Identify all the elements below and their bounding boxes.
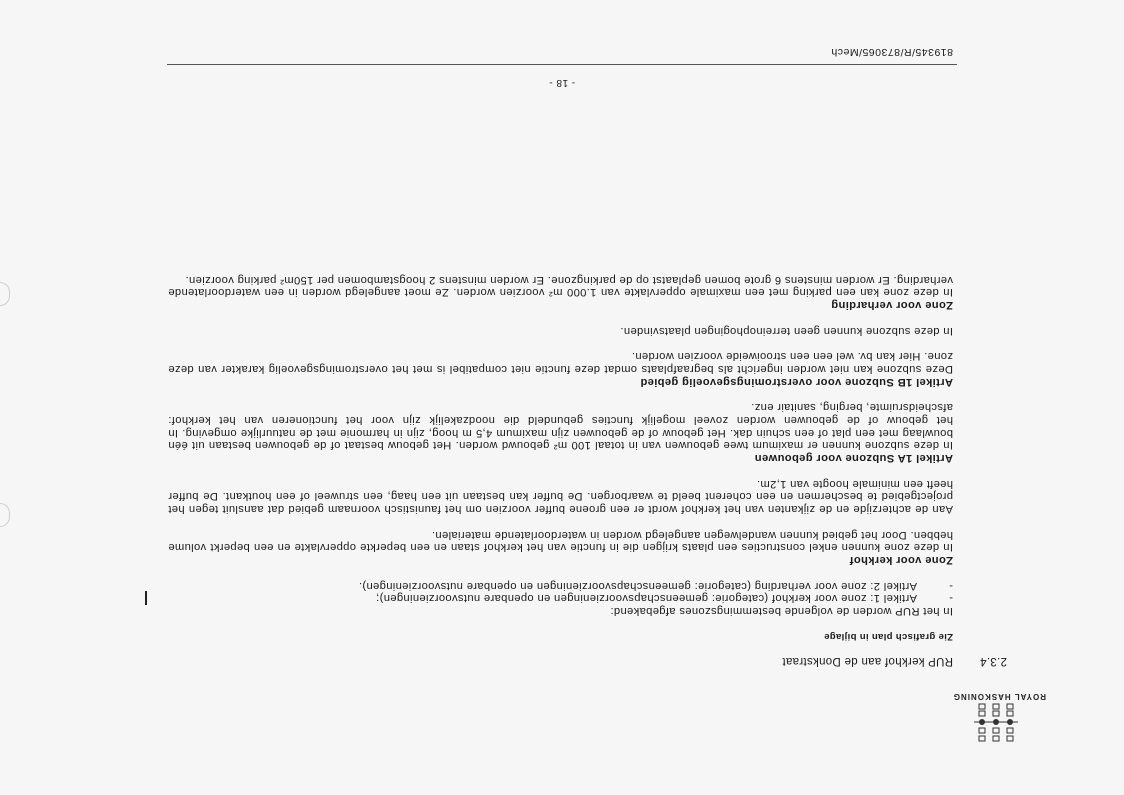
heading-artikel-1b: Artikel 1B Subzone voor overstromingsgevoelig gebied [640,375,953,388]
kerkhof-paragraph-1: In deze zone kunnen enkel constructies een plaats krijgen die in functie van het kerkhof staan en een beperkte oppervlakte en een beperkt volume hebben. Door het gebied kunnen wandelwegen aangelegd worden in waterdoorlatende materialen. [168,528,953,554]
company-name: ROYAL HASKONING [952,692,1046,701]
heading-zone-verharding: Zone voor verharding [831,299,953,312]
verharding-paragraph: In deze zone kan een parking met een maximale oppervlakte van 1.000 m² voorzien worden. Ze moet aangelegd worden in een waterdoorlatende verharding. Er worden minstens 6 grote bomen geplaatst op de parkingzone. Er worden minstens 2 hoogstambomen per 150m² parking voorzien. [168,273,953,299]
section-number: 2.3.4 [979,655,1007,667]
section-heading [227,655,1007,667]
document-body [168,260,953,642]
list-item [168,579,953,592]
revision-bar [146,591,148,605]
heading-artikel-1a: Artikel 1A Subzone voor gebouwen [754,452,953,465]
artikel-1a-paragraph: In deze subzone kunnen er maximum twee gebouwen van in totaal 100 m² gebouwd worden. Het gebouw bestaat of de gebouwen bestaan uit één bouwlaag met een plat of een schuin dak. Het gebouw of de gebouwen zijn maximum 4,5 m hoog, zijn in harmonie met de natuurlijke omgeving. In het gebouw of de gebouwen worden zoveel mogelijk functies gebundeld die noodzakelijk zijn voor het functioneren van het kerkhof: afscheidsruimte, berging, sanitair enz. [168,401,953,452]
list-item-text: Artikel 1: zone voor kerkhof (categorie: gemeenschapsvoorzieningen en openbare nutsvoorzieningen); [375,592,917,605]
footer-divider [167,64,957,65]
royal-haskoning-logo-icon [974,703,1018,743]
section-title: RUP kerkhof aan de Donkstraat [782,655,953,667]
zones-list [168,579,953,605]
plan-note: Zie grafisch plan in bijlage [823,631,953,642]
list-dash: - [948,579,953,592]
company-logo [936,673,1046,743]
list-item-text: Artikel 2: zone voor verharding (categorie: gemeenschapsvoorzieningen en openbare nutsvoorzieningen). [358,579,917,592]
kerkhof-paragraph-2: Aan de achterzijde en de zijkanten van het kerkhof wordt er een groene buffer voorzien om het faunistisch voornaam gebied dat aansluit tegen het projectgebied te beschermen en een coherent beeld te waarborgen. De buffer kan bestaan uit een haag, een struweel of een houtkant. De buffer heeft een minimale hoogte van 1,2m. [168,477,953,516]
document-reference: 819345/R/873065/Mech [830,46,953,58]
list-dash: - [948,592,953,605]
artikel-1b-paragraph-2: In deze subzone kunnen geen terreinophogingen plaatsvinden. [620,324,953,337]
heading-zone-kerkhof: Zone voor kerkhof [849,554,953,567]
page-number: - 18 - [548,77,576,88]
list-item [168,592,953,605]
artikel-1b-paragraph-1: Deze subzone kan niet worden ingericht als begraafplaats omdat deze functie niet compatibel is met het overstromingsgevoelig karakter van deze zone. Hier kan bv. wel een een strooiweide voorzien worden. [168,350,953,375]
intro-paragraph: In het RUP worden de volgende bestemmingszones afgebakend: [610,605,953,618]
